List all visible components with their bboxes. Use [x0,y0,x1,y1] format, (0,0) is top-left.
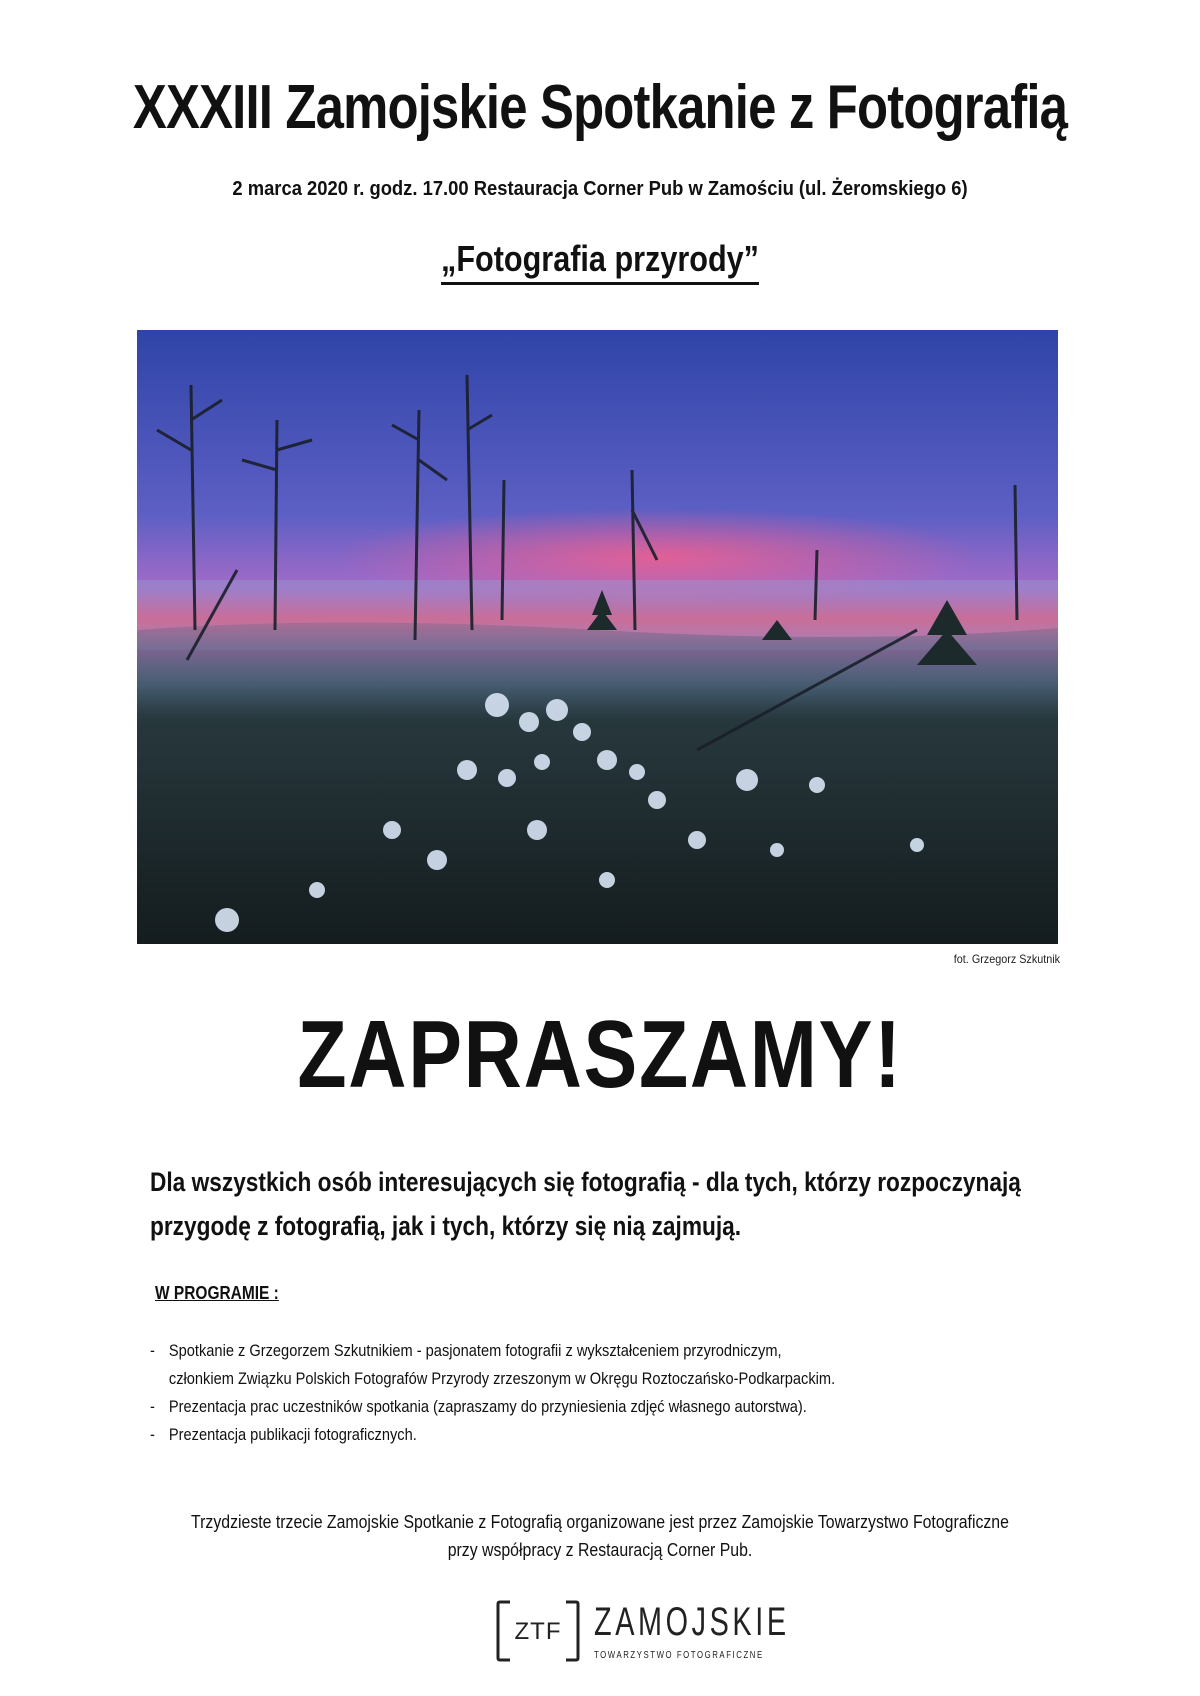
event-details: 2 marca 2020 r. godz. 17.00 Restauracja Corner Pub w Zamościu (ul. Żeromskiego 6) [232,178,968,200]
program-heading: W PROGRAMIE : [155,1283,279,1303]
logo-mark: ZTF [514,1618,562,1645]
program-item-text: Prezentacja prac uczestników spotkania (zapraszamy do przyniesienia zdjęć własnego autorstwa). [168,1397,807,1416]
intro-paragraph [150,1160,1021,1248]
program-item-text: Spotkanie z Grzegorzem Szkutnikiem - pasjonatem fotografii z wykształceniem przyrodniczym, [168,1341,782,1360]
organizer-note [72,1508,1128,1564]
program-item-text: członkiem Związku Polskich Fotografów Przyrody zrzeszonym w Okręgu Roztoczańsko-Podkarpackim. [168,1369,836,1388]
intro-line: Dla wszystkich osób interesujących się fotografią - dla tych, którzy rozpoczynają [150,1167,1021,1197]
misty-bog-illustration [137,330,1058,944]
nature-photo [137,330,1058,944]
organizer-note-line: przy współpracy z Restauracją Corner Pub. [447,1540,753,1560]
program-item [150,1337,924,1393]
invitation-headline: ZAPRASZAMY! [297,1001,903,1108]
topic-container [0,238,1200,285]
list-dash: - [150,1397,155,1416]
list-dash: - [150,1341,155,1360]
program-item [150,1393,924,1421]
photo-credit: fot. Grzegorz Szkutnik [953,952,1060,966]
program-item [150,1421,924,1449]
program-list [150,1337,924,1449]
list-dash: - [150,1425,155,1444]
intro-line: przygodę z fotografią, jak i tych, którzy się nią zajmują. [150,1211,742,1241]
program-item-text: Prezentacja publikacji fotograficznych. [168,1425,417,1444]
event-topic: „Fotografia przyrody” [441,238,759,285]
poster-title: XXXIII Zamojskie Spotkanie z Fotografią [132,73,1068,142]
logo-name: ZAMOJSKIE [594,1600,790,1644]
ztf-logo [496,1600,790,1666]
organizer-note-line: Trzydzieste trzecie Zamojskie Spotkanie z Fotografią organizowane jest przez Zamojskie Towarzystwo Fotograficzne [191,1512,1009,1532]
logo-subtitle: TOWARZYSTWO FOTOGRAFICZNE [594,1650,764,1661]
